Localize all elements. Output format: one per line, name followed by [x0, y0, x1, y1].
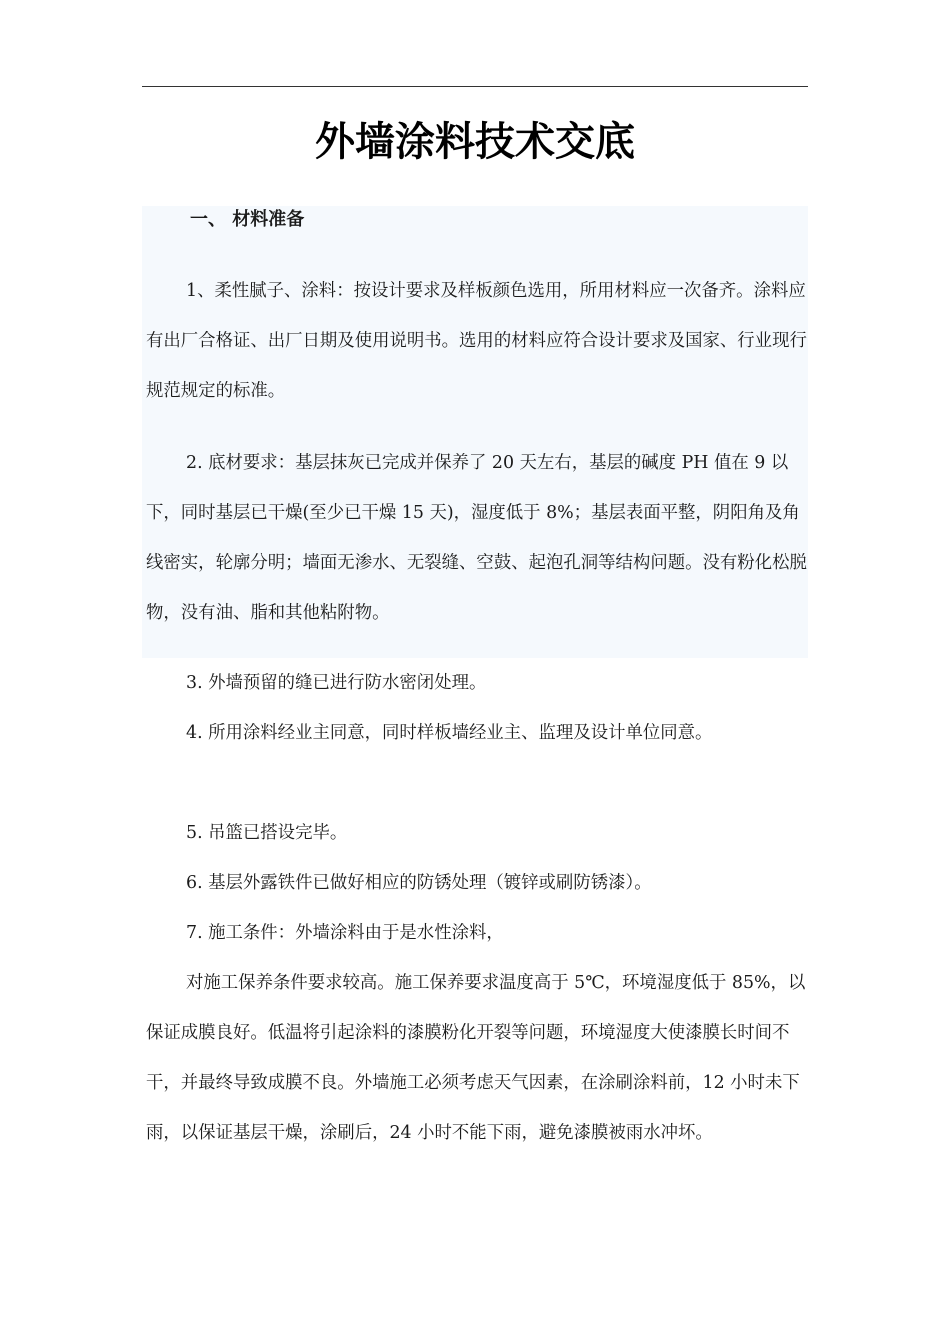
header-rule: [142, 86, 808, 87]
paragraph-5: 5. 吊篮已搭设完毕。: [186, 823, 348, 843]
document-title: 外墙涂料技术交底: [315, 119, 635, 165]
paragraph-8: 对施工保养条件要求较高。施工保养要求温度高于 5℃，环境湿度低于 85%，以保证成膜良好。低温将引起涂料的漆膜粉化开裂等问题，环境湿度大使漆膜长时间不干，并最终导致成膜不良。外墙施工必须考虑天气因素，在涂刷涂料前，12 小时未下雨，以保证基层干燥，涂刷后，24 小时不能下雨，避免漆膜被雨水冲坏。: [146, 973, 806, 1143]
paragraph-7: 7. 施工条件：外墙涂料由于是水性涂料，: [186, 923, 504, 943]
paragraph-2: 2. 底材要求：基层抹灰已完成并保养了 20 天左右，基层的碱度 PH 值在 9 以下，同时基层已干燥(至少已干燥 15 天)，湿度低于 8%；基层表面平整，阴阳角及角线密实，轮廓分明；墙面无渗水、无裂缝、空鼓、起泡孔洞等结构问题。没有粉化松脱物，没有油、脂和其他粘附物。: [146, 453, 807, 623]
paragraph-1: 1、柔性腻子、涂料：按设计要求及样板颜色选用，所用材料应一次备齐。涂料应有出厂合格证、出厂日期及使用说明书。选用的材料应符合设计要求及国家、行业现行规范规定的标准。: [146, 281, 807, 401]
paragraph-4: 4. 所用涂料经业主同意，同时样板墙经业主、监理及设计单位同意。: [186, 723, 713, 743]
section-heading: 一、 材料准备: [190, 209, 305, 230]
paragraph-3: 3. 外墙预留的缝已进行防水密闭处理。: [186, 673, 487, 693]
paragraph-6: 6. 基层外露铁件已做好相应的防锈处理（镀锌或刷防锈漆）。: [186, 873, 652, 893]
